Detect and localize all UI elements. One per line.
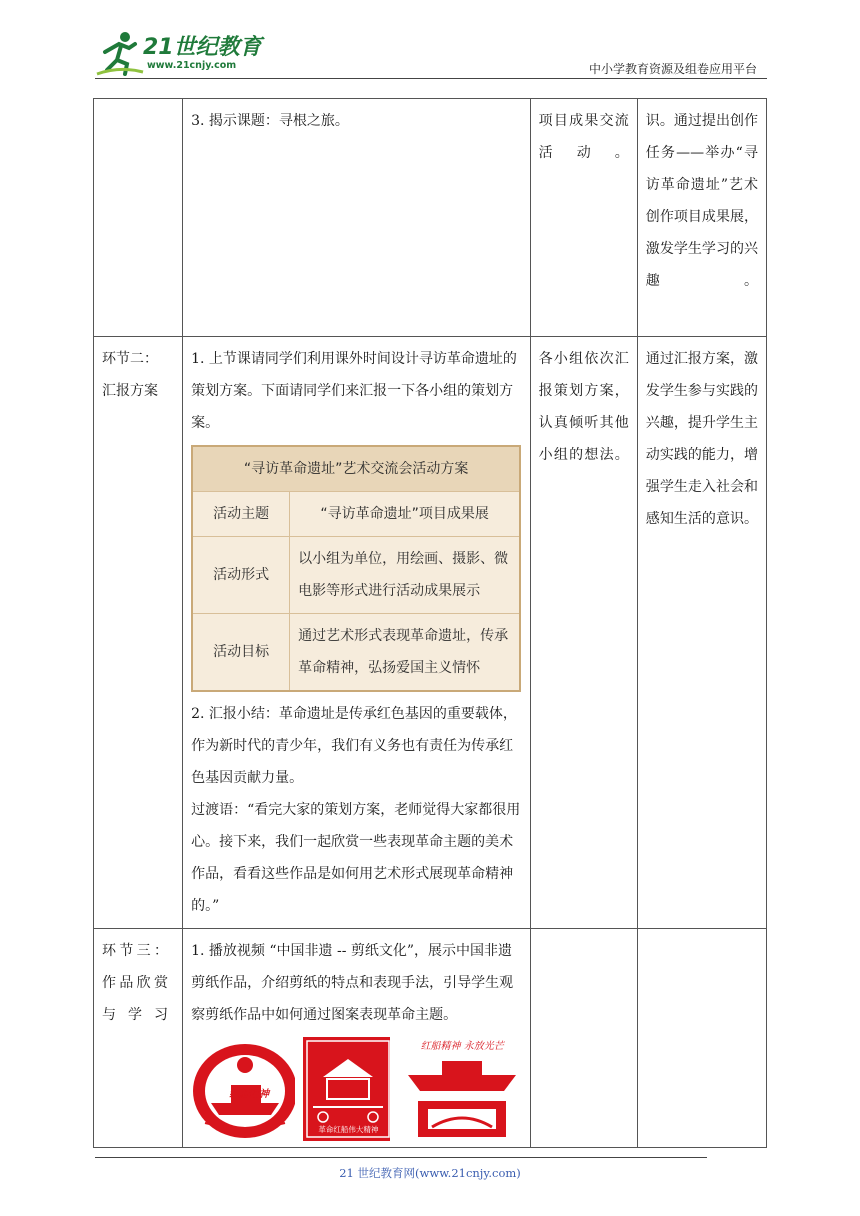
papercut-image <box>398 1037 521 1141</box>
teacher-paragraph: 1. 上节课请同学们利用课外时间设计寻访革命遗址的策划方案。下面请同学们来汇报一下各小组的策划方案。 <box>191 351 517 431</box>
design-intent-cell <box>637 99 766 337</box>
design-intent-cell <box>637 337 766 929</box>
teacher-paragraph: 3. 揭示课题：寻根之旅。 <box>191 113 349 129</box>
activity-plan-table <box>191 445 521 692</box>
lesson-plan-table <box>93 98 767 1148</box>
design-intent-cell <box>637 929 766 1148</box>
student-text: 项目成果交流活动。 <box>538 113 629 161</box>
teacher-activity-cell <box>183 337 531 929</box>
papercut-gallery <box>191 1037 522 1141</box>
student-activity-cell <box>530 337 637 929</box>
page-header <box>0 0 860 90</box>
section-cell <box>94 929 183 1148</box>
student-text: 各小组依次汇报策划方案，认真倾听其他小组的想法。 <box>538 351 629 463</box>
teacher-paragraph: 2. 汇报小结：革命遗址是传承红色基因的重要载体，作为新时代的青少年，我们有义务也有责任为传承红色基因贡献力量。 <box>191 706 517 786</box>
papercut-image <box>303 1037 390 1141</box>
papercut-caption: 革命红船伟大精神 <box>318 1125 379 1134</box>
teacher-paragraph: 过渡语：“看完大家的策划方案，老师觉得大家都很用心。接下来，我们一起欣赏一些表现革命主题的美术作品，看看这些作品是如何用艺术形式展现革命精神的。” <box>191 802 521 914</box>
student-activity-cell <box>530 99 637 337</box>
papercut-caption: 红船精神 <box>229 1089 270 1100</box>
plan-value: 通过艺术形式表现革命遗址，传承革命精神，弘扬爱国主义情怀 <box>290 614 521 692</box>
section-cell <box>94 337 183 929</box>
student-activity-cell <box>530 929 637 1148</box>
papercut-caption: 红船精神 永放光芒 <box>420 1041 504 1052</box>
table-row <box>94 99 767 337</box>
plan-value: “寻访革命遗址”项目成果展 <box>290 492 521 537</box>
intent-text: 通过汇报方案，激发学生参与实践的兴趣，提升学生主动实践的能力，增强学生走入社会和感知生活的意识。 <box>645 351 758 527</box>
logo-url: www.21cnjy.com <box>147 60 237 71</box>
teacher-activity-cell <box>183 929 531 1148</box>
papercut-image <box>191 1037 295 1141</box>
plan-label: 活动主题 <box>192 492 290 537</box>
plan-label: 活动目标 <box>192 614 290 692</box>
platform-name: 中小学教育资源及组卷应用平台 <box>588 62 757 76</box>
table-row <box>94 337 767 929</box>
footer-divider <box>95 1157 707 1158</box>
section-label: 环节二：汇报方案 <box>102 351 158 399</box>
plan-title: “寻访革命遗址”艺术交流会活动方案 <box>192 446 520 492</box>
intent-text: 识。通过提出创作任务——举办“寻访革命遗址”艺术创作项目成果展，激发学生学习的兴趣。 <box>645 113 758 289</box>
site-logo[interactable] <box>95 30 265 78</box>
teacher-paragraph: 1. 播放视频 “中国非遗 -- 剪纸文化”，展示中国非遗剪纸作品，介绍剪纸的特点和表现手法，引导学生观察剪纸作品中如何通过图案表现革命主题。 <box>191 943 514 1023</box>
teacher-activity-cell <box>183 99 531 337</box>
plan-label: 活动形式 <box>192 537 290 614</box>
section-cell <box>94 99 183 337</box>
header-divider <box>95 78 767 79</box>
table-row <box>94 929 767 1148</box>
plan-value: 以小组为单位，用绘画、摄影、微电影等形式进行活动成果展示 <box>290 537 521 614</box>
logo-text: 21世纪教育 <box>143 35 262 60</box>
section-label: 环节三：作品欣赏与学习 <box>102 943 168 1023</box>
runner-icon <box>95 30 145 76</box>
footer-link[interactable]: 21 世纪教育网(www.21cnjy.com) <box>339 1166 521 1180</box>
